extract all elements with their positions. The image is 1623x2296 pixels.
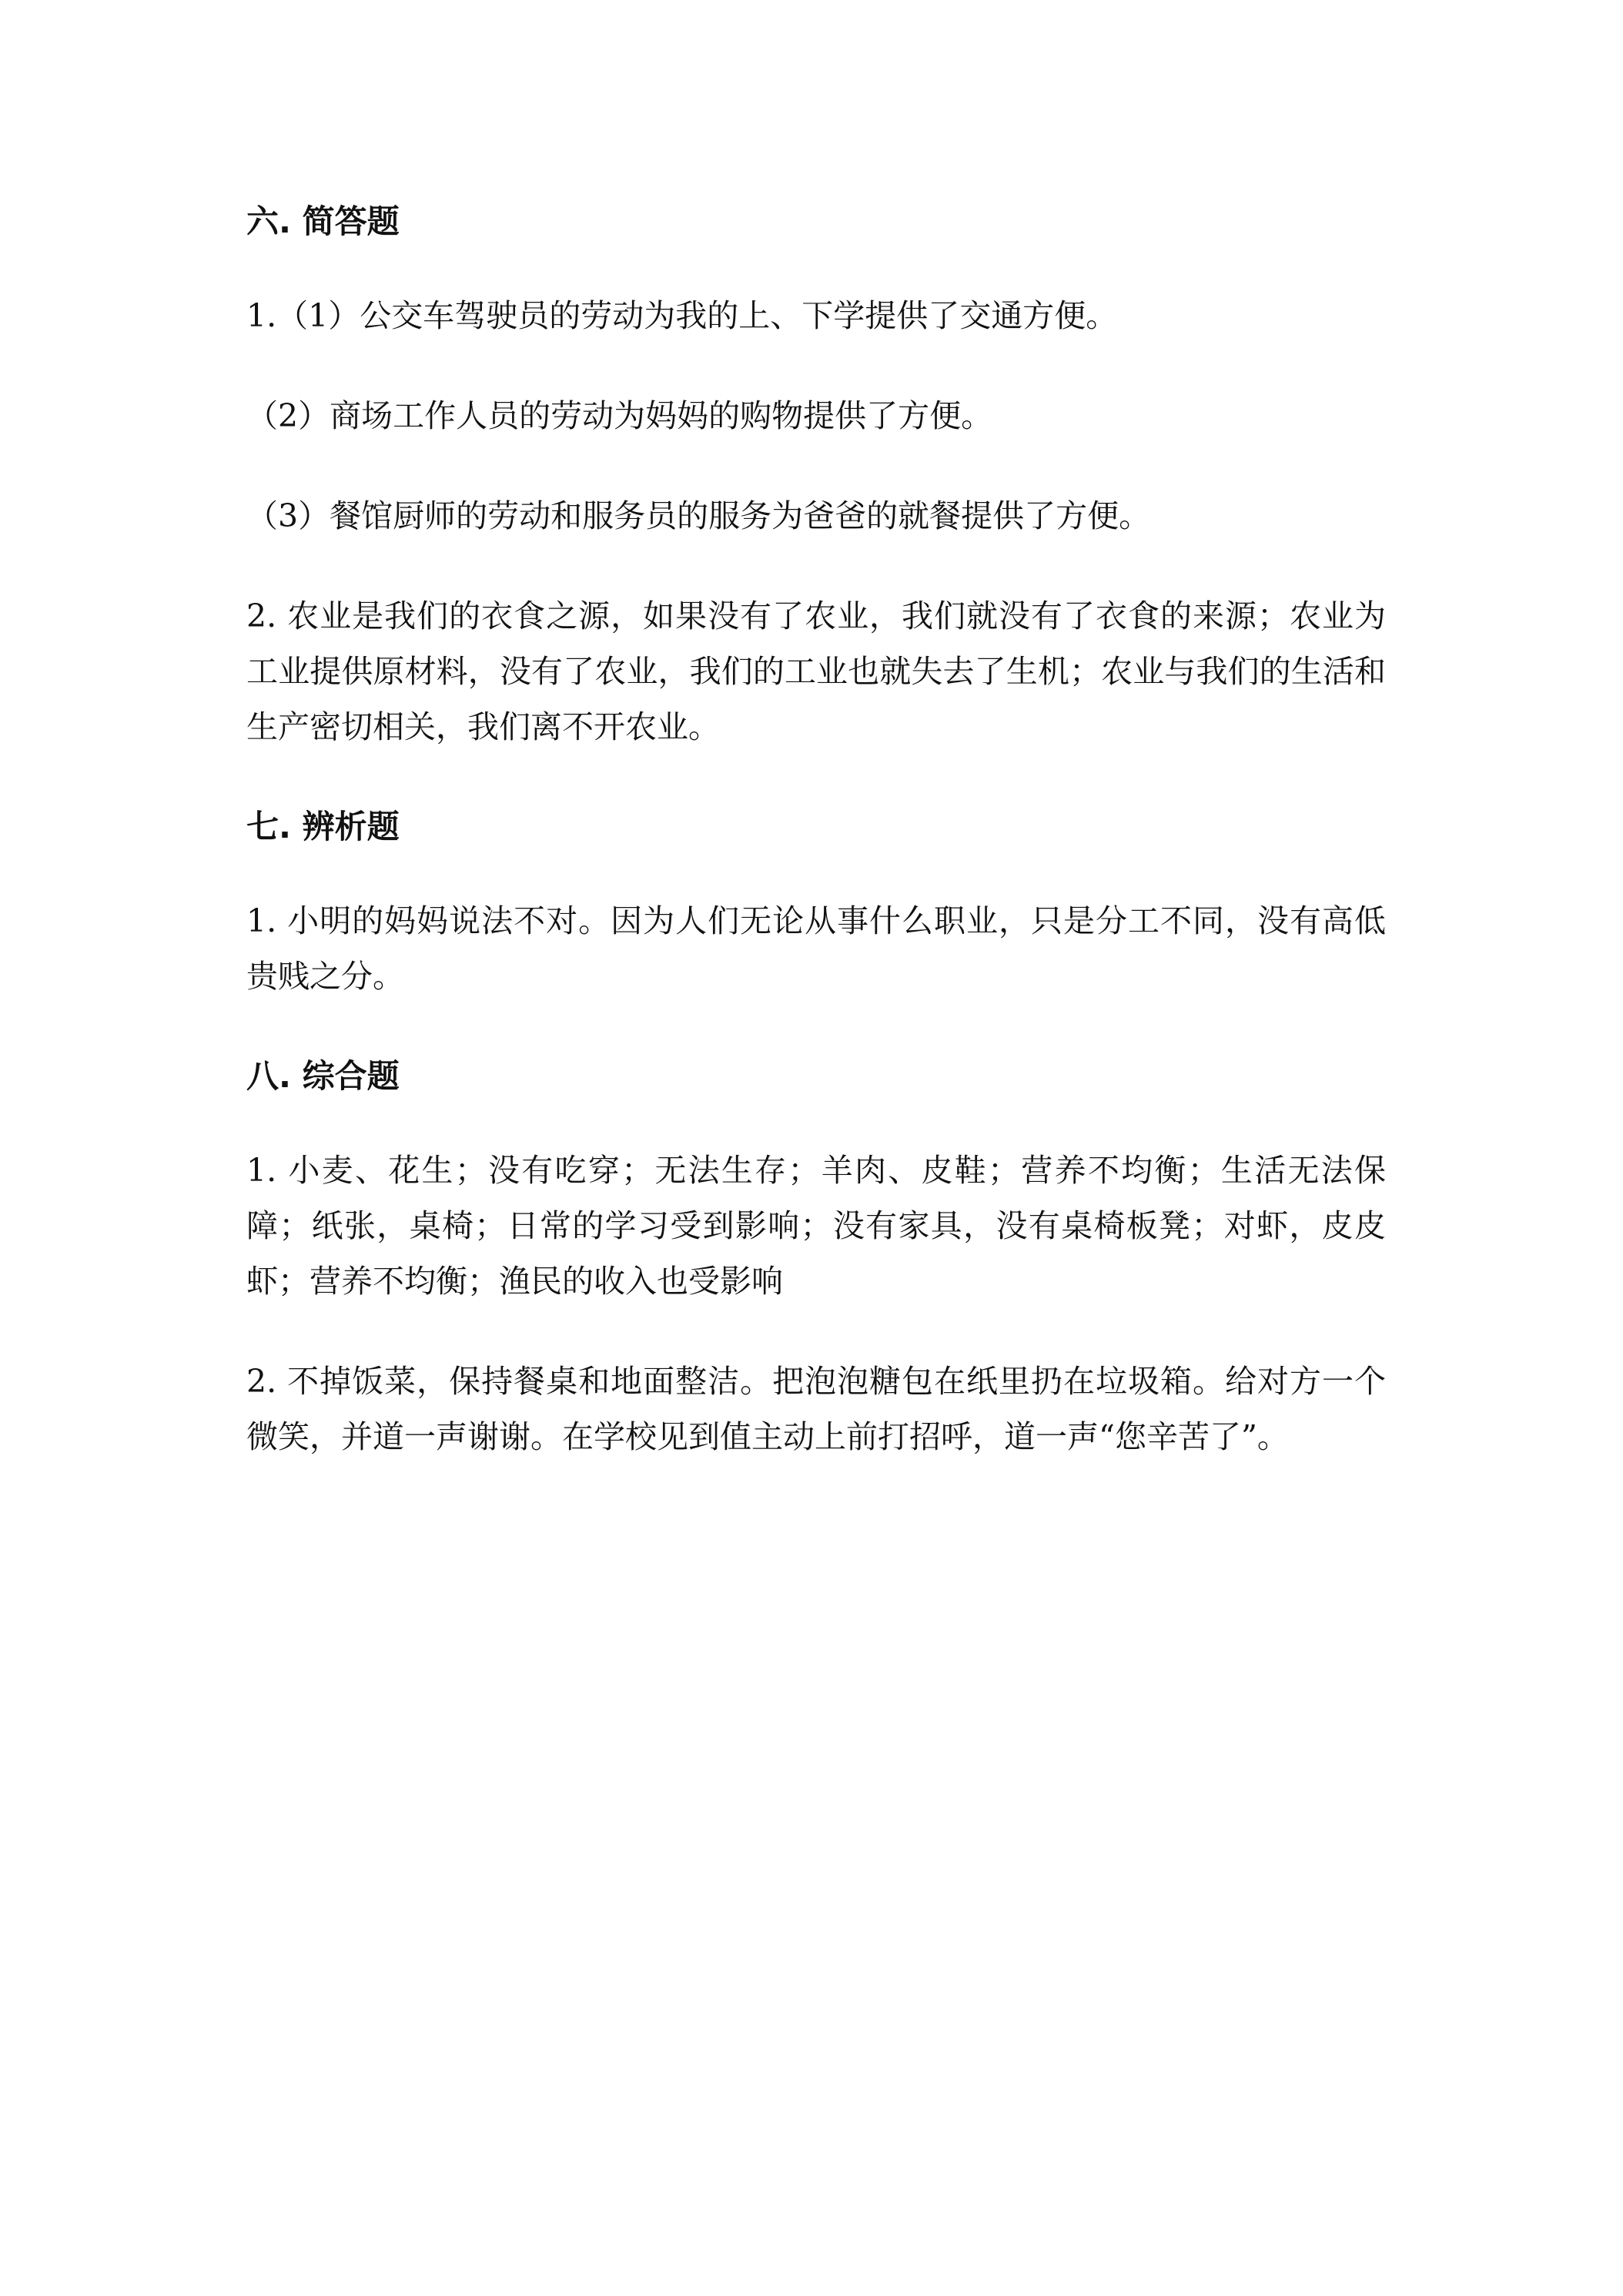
section-heading-comprehensive: 八. 综合题	[246, 1057, 400, 1095]
answer-content	[246, 194, 1386, 1509]
answer-8-2: 2. 不掉饭菜，保持餐桌和地面整洁。把泡泡糖包在纸里扔在垃圾箱。给对方一个微笑，并道一声谢谢。在学校见到值主动上前打招呼，道一声“您辛苦了”。	[246, 1363, 1386, 1455]
section-heading-analysis: 七. 辨析题	[246, 808, 400, 845]
answer-6-1-2: （2）商场工作人员的劳动为妈妈的购物提供了方便。	[246, 397, 993, 434]
answer-6-1-1: 1.（1）公交车驾驶员的劳动为我的上、下学提供了交通方便。	[246, 297, 1118, 334]
answer-6-2: 2. 农业是我们的衣食之源，如果没有了农业，我们就没有了衣食的来源；农业为工业提供原材料，没有了农业，我们的工业也就失去了生机；农业与我们的生活和生产密切相关，我们离不开农业。	[246, 597, 1386, 745]
answer-8-1: 1. 小麦、花生；没有吃穿；无法生存；羊肉、皮鞋；营养不均衡；生活无法保障；纸张，桌椅；日常的学习受到影响；没有家具，没有桌椅板凳；对虾，皮皮虾；营养不均衡；渔民的收入也受影响	[246, 1152, 1386, 1300]
answer-7-1: 1. 小明的妈妈说法不对。因为人们无论从事什么职业，只是分工不同，没有高低贵贱之分。	[246, 902, 1386, 995]
section-heading-short-answer: 六. 简答题	[246, 202, 400, 240]
answer-6-1-3: （3）餐馆厨师的劳动和服务员的服务为爸爸的就餐提供了方便。	[246, 497, 1151, 534]
